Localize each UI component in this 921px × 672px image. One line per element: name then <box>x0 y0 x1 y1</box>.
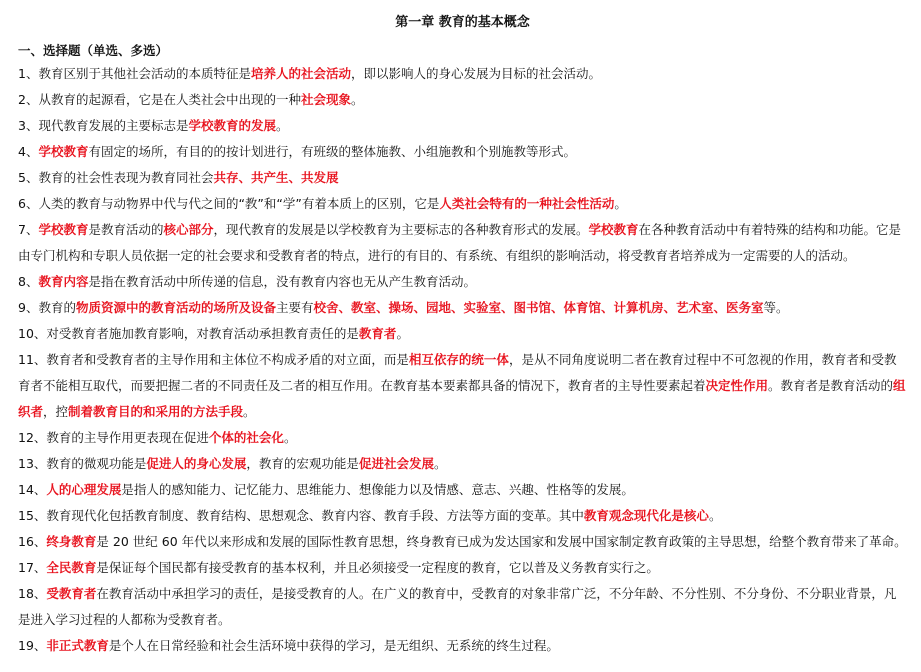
highlighted-term: 制着教育目的和采用的方法手段 <box>68 404 244 419</box>
highlighted-term: 社会现象 <box>300 92 351 107</box>
item-text: 。 <box>614 196 627 211</box>
highlighted-term: 教育者 <box>358 326 397 341</box>
item-text: 13、教育的微观功能是 <box>18 456 147 471</box>
item-text: 10、对受教育者施加教育影响，对教育活动承担教育责任的是 <box>18 326 359 341</box>
item-text: 。 <box>275 118 289 133</box>
highlighted-term: 终身教育 <box>46 534 97 549</box>
item-text: 是教育活动的 <box>88 222 164 237</box>
item-text: 是个人在日常经验和社会生活环境中获得的学习，是无组织、无系统的终生过程。 <box>108 638 559 653</box>
list-item <box>18 295 907 321</box>
highlighted-term: 学校教育 <box>38 144 89 159</box>
list-item <box>18 61 907 87</box>
item-text: 17、 <box>18 560 47 575</box>
item-text: ，控 <box>43 404 69 419</box>
item-text: 3、现代教育发展的主要标志是 <box>18 118 189 133</box>
item-text: 7、 <box>18 222 39 237</box>
highlighted-term: 校舍、教室、操场、园地、实验室、图书馆、体育馆、计算机房、艺术室、医务室 <box>313 300 764 315</box>
item-text: 主要有 <box>275 300 314 315</box>
chapter-title: 第一章 教育的基本概念 <box>395 15 530 30</box>
item-text: 。教育者是教育活动的 <box>768 378 894 393</box>
item-text: 1、教育区别于其他社会活动的本质特征是 <box>18 66 251 81</box>
item-text: 。 <box>283 430 297 445</box>
highlighted-term: 共存、共产生、共发展 <box>213 170 339 185</box>
item-text: 15、教育现代化包括教育制度、教育结构、思想观念、教育内容、教育手段、方法等方面的变革。其中 <box>18 508 584 523</box>
highlighted-term: 非正式教育 <box>46 638 109 653</box>
highlighted-term: 学校教育 <box>38 222 89 237</box>
highlighted-term: 全民教育 <box>46 560 97 575</box>
highlighted-term: 个体的社会化 <box>208 430 284 445</box>
item-text: 16、 <box>18 534 47 549</box>
highlighted-term: 人类社会特有的一种社会性活动 <box>439 196 615 211</box>
section-heading: 一、选择题（单选、多选） <box>18 43 169 58</box>
highlighted-term: 受教育者 <box>46 586 97 601</box>
list-item <box>18 217 907 269</box>
item-text: 12、教育的主导作用更表现在促进 <box>18 430 209 445</box>
item-text: 在各种教育活动中有着特殊的结构和功能。它是由专门机构和专职人员依据一定的社会要求和受教育者的特点，进行的有目的、有系统、有组织的影响活动，将受教育者培养成为一定需要的人的活动。 <box>18 222 902 263</box>
item-text: 有固定的场所，有目的的按计划进行，有班级的整体施教、小组施教和个别施教等形式。 <box>88 144 576 159</box>
list-item <box>18 451 907 477</box>
item-text: ，教育的宏观功能是 <box>246 456 359 471</box>
item-text: 。 <box>433 456 447 471</box>
list-item <box>18 477 907 503</box>
highlighted-term: 核心部分 <box>163 222 214 237</box>
item-text: 。 <box>243 404 256 419</box>
item-text: 9、教育的 <box>18 300 76 315</box>
highlighted-term: 决定性作用 <box>705 378 769 393</box>
highlighted-term: 培养人的社会活动 <box>250 66 351 81</box>
item-text: 8、 <box>18 274 39 289</box>
item-text: 2、从教育的起源看，它是在人类社会中出现的一种 <box>18 92 301 107</box>
list-item <box>18 321 907 347</box>
list-item <box>18 139 907 165</box>
highlighted-term: 组织者 <box>18 378 906 419</box>
item-text: 4、 <box>18 144 39 159</box>
item-text: 18、 <box>18 586 47 601</box>
highlighted-term: 学校教育的发展 <box>188 118 276 133</box>
item-text: ，是从不同角度说明二者在教育过程中不可忽视的作用，教育者和受教育者不能相互取代，而要把握二者的不同责任及二者的相互作用。在教育基本要素都具备的情况下，教育者的主导性要素起着 <box>18 352 897 393</box>
item-text: ，现代教育的发展是以学校教育为主要标志的各种教育形式的发展。 <box>213 222 589 237</box>
item-text: 等。 <box>763 300 789 315</box>
item-text: 14、 <box>18 482 47 497</box>
list-item <box>18 425 907 451</box>
question-list <box>18 61 907 659</box>
list-item <box>18 503 907 529</box>
highlighted-term: 物质资源中的教育活动的场所及设备 <box>75 300 276 315</box>
list-item <box>18 633 907 659</box>
item-text: 19、 <box>18 638 47 653</box>
highlighted-term: 促进社会发展 <box>358 456 434 471</box>
highlighted-term: 相互依存的统一体 <box>408 352 509 367</box>
item-text: 11、教育者和受教育者的主导作用和主体位不构成矛盾的对立面，而是 <box>18 352 409 367</box>
item-text: 在教育活动中承担学习的责任，是接受教育的人。在广义的教育中，受教育的对象非常广泛，不分年龄、不分性别、不分身份、不分职业背景，凡是进入学习过程的人都称为受教育者。 <box>18 586 897 627</box>
highlighted-term: 教育内容 <box>38 274 89 289</box>
list-item <box>18 165 907 191</box>
highlighted-term: 学校教育 <box>588 222 639 237</box>
list-item <box>18 113 907 139</box>
highlighted-term: 人的心理发展 <box>46 482 122 497</box>
list-item <box>18 555 907 581</box>
list-item <box>18 269 907 295</box>
item-text: 。 <box>396 326 409 341</box>
item-text: 是 20 世纪 60 年代以来形成和发展的国际性教育思想，终身教育已成为发达国家和发展中国家制定教育政策的主导思想，给整个教育带来了革命。 <box>96 534 907 549</box>
list-item <box>18 191 907 217</box>
item-text: 。 <box>708 508 722 523</box>
item-text: 是指在教育活动中所传递的信息，没有教育内容也无从产生教育活动。 <box>88 274 476 289</box>
item-text: 5、教育的社会性表现为教育同社会 <box>18 170 214 185</box>
list-item <box>18 347 907 425</box>
item-text: 是指人的感知能力、记忆能力、思维能力、想像能力以及情感、意志、兴趣、性格等的发展。 <box>121 482 634 497</box>
highlighted-term: 教育观念现代化是核心 <box>583 508 709 523</box>
list-item <box>18 87 907 113</box>
item-text: ，即以影响人的身心发展为目标的社会活动。 <box>350 66 601 81</box>
item-text: 6、人类的教育与动物界中代与代之间的“教”和“学”有着本质上的区别，它是 <box>18 196 440 211</box>
list-item <box>18 529 907 555</box>
item-text: 是保证每个国民都有接受教育的基本权利，并且必须接受一定程度的教育，它以普及义务教育实行之。 <box>96 560 659 575</box>
item-text: 。 <box>350 92 364 107</box>
list-item <box>18 581 907 633</box>
highlighted-term: 促进人的身心发展 <box>146 456 247 471</box>
